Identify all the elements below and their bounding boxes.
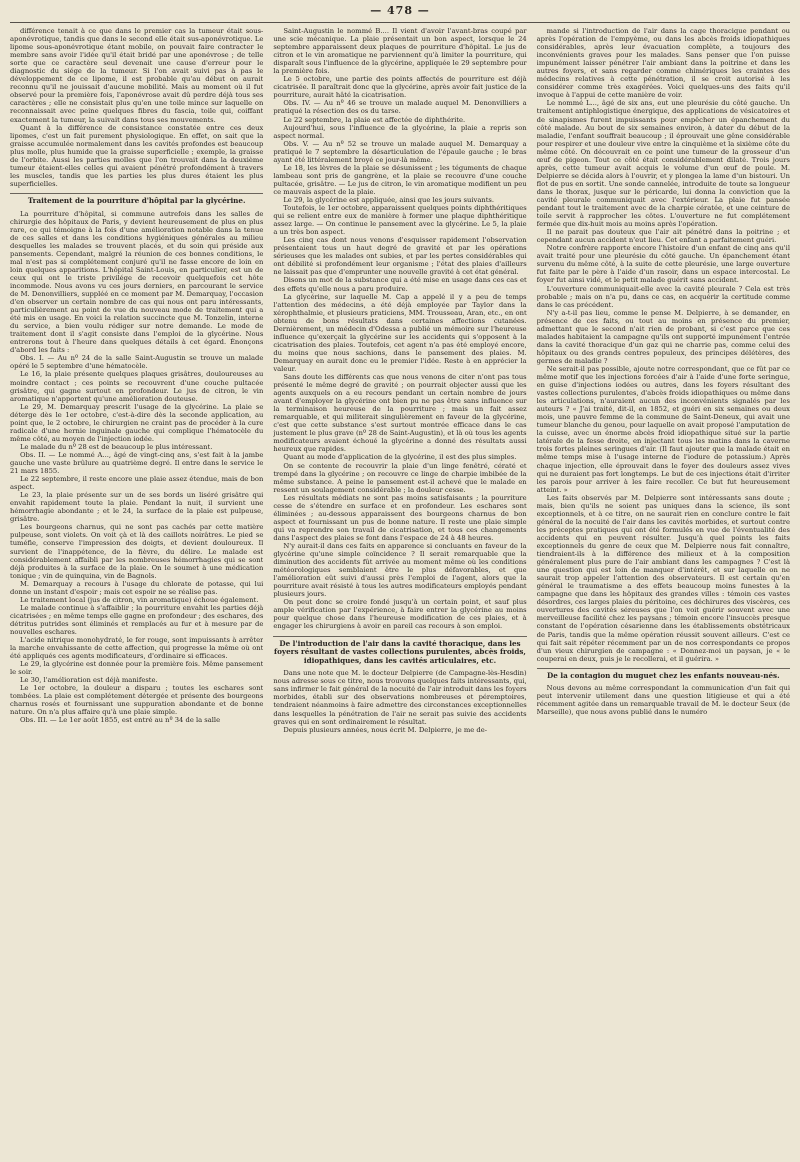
paragraph: Aujourd'hui, sous l'influence de la glycérine, la plaie a repris son aspect normal.	[273, 123, 527, 140]
paragraph: Le 30, l'amélioration est déjà manifeste.	[20, 676, 158, 685]
paragraph: Dans une note que M. le docteur Delpierre (de Campagne-lès-Hesdin) nous adresse sous ce titre, nous trouvons quelques faits intéressants, qui, sans infirmer le fait général de la nocuité de l'air introduit dans les foyers morbides, établi sur des observations nombreuses et péremptoires, tendraient néanmoins à faire admettre des circonstances exceptionnelles dans lesquelles la pénétration de l'air ne serait pas suivie des accidents graves qui en sont ordinairement le résultat.	[273, 669, 527, 726]
paragraph: Le 18, les lèvres de la plaie se désunissent ; les téguments de chaque lambeau sont pris de gangrène, et la plaie se recouvre d'une couche pultacée, grisâtre. — Le jus de citron, le vin aromatique modifient un peu ce mauvais aspect de la plaie.	[273, 163, 527, 196]
paragraph: N'y aurait-il dans ces faits en apparence si concluants en faveur de la glycérine qu'une simple coïncidence ? Il serait remarquable que la diminution des accidents fût arrivée au moment même où les conditions météorologiques semblaient être le plus défavorables, et que l'amélioration eût suivi d'aussi près l'emploi de l'agent, alors que la pourriture avait résisté à tous les autres modificateurs employés pendant plusieurs jours.	[273, 542, 527, 599]
paragraph: Le nommé L..., âgé de six ans, eut une pleurésie du côté gauche. Un traitement antiphlogistique énergique, des applications de vésicatoires et de sinapismes furent impuissants pour empêcher un épanchement du côté malade. Au bout de six semaines environ, à dater du début de la maladie, l'enfant souffrait beaucoup ; il éprouvait une gêne considérable pour respirer et une douleur vive entre la cinquième et la sixième côte du même côté. On découvrait en ce point une tumeur de la grosseur d'un œuf de pigeon. Tout ce côté était considérablement dilaté. Trois jours après, cette tumeur avait acquis le volume d'un œuf de poule. M. Delpierre se décida alors à l'ouvrir, et y plongea la lame d'un bistouri. Un flot de pus en sortit. Une sonde cannelée, introduite de toute sa longueur dans le thorax, jusque sur le péricarde, lui donna la conviction que la cavité pleurale communiquait avec l'extérieur. La plaie fut pansée pendant tout le traitement avec de la charpie cératée, et une ceinture de toile servit à rapprocher les côtes. L'ouverture ne fut complétement fermée que dix-huit mois au moins après l'opération.	[536, 99, 790, 229]
paragraph: différence tenait à ce que dans le premier cas la tumeur était sous-aponévrotique, tandis que dans le second elle était sus-aponévrotique. Le lipome sous-aponévrotique étant mobile, on pouvait faire contracter le membre sans avoir l'idée qu'il était bridé par une aponévrose ; de telle sorte que ce caractère seul devenait une cause d'erreur pour le diagnostic du siége de la tumeur. Si l'on avait suivi pas à pas le développement de ce lipome, il est probable qu'au début on aurait reconnu qu'il ne jouissait d'aucune mobilité. Mais au moment où il fut observé pour la première fois, l'aponévrose avait dû perdre déjà tous ses caractères ; elle ne consistait plus qu'en une toile mince sur laquelle on reconnaissait avec peine quelques fibres du fascia, toile qui, coiffant exactement la tumeur, la suivait dans tous ses mouvements.	[10, 27, 264, 124]
paragraph: Obs. IV. — Au nº 46 se trouve un malade auquel M. Denonvilliers a pratiqué la résection des os du tarse.	[273, 99, 527, 116]
paragraph: Obs. V. — Au nº 52 se trouve un malade auquel M. Demarquay a pratiqué le 7 septembre la désarticulation de l'épaule gauche ; le bras ayant été littéralement broyé ce jour-là même.	[273, 139, 527, 164]
text-columns	[10, 27, 790, 1162]
paragraph: Quant à la différence de consistance constatée entre ces deux lipomes, c'est un fait purement physiologique. En effet, on sait que la graisse accumulée normalement dans les cavités profondes est beaucoup plus molle, plus humide que la graisse superficielle ; exemple, la graisse de l'orbite. Aussi les parties molles que l'on trouvait dans la deuxième tumeur étaient-elles celles qui avaient pénétré profondément à travers les muscles, tandis que les parties les plus dures étaient les plus superficielles.	[10, 123, 264, 188]
section-heading: Traitement de la pourriture d'hôpital par la glycérine.	[10, 193, 263, 206]
paragraph: Le 1er octobre, la douleur a disparu ; toutes les eschares sont tombées. La plaie est complétement détergée et présente des bourgeons charnus rosés et fournissant une suppuration abondante et de bonne nature. On n'a plus affaire qu'à une plaie simple.	[10, 684, 264, 717]
paragraph: Il ne parait pas douteux que l'air ait pénétré dans la poitrine ; et cependant aucun accident n'eut lieu. Cet enfant a parfaitement guéri.	[536, 228, 790, 245]
paragraph: Nous devons au même correspondant la communication d'un fait qui peut intervenir utilement dans une question litigieuse et qui a été récemment agitée dans un remarquable travail de M. le docteur Seux (de Marseille), que nous avons publié dans le numéro	[536, 684, 790, 717]
paragraph: Le 23, la plaie présente sur un de ses bords un liséré grisâtre qui envahit rapidement toute la plaie. Pendant la nuit, il survient une hémorrhagie abondante ; et le 24, la surface de la plaie est pulpeuse, grisâtre.	[10, 491, 264, 524]
paragraph: L'acide nitrique monohydraté, le fer rouge, sont impuissants à arrêter la marche envahissante de cette affection, qui progresse la même où ont été appliqués ces agents modificateurs, d'ordinaire si efficaces.	[10, 636, 264, 661]
paragraph: Obs. I. — Au nº 24 de la salle Saint-Augustin se trouve un malade opéré le 5 septembre d'une hématocèle.	[10, 354, 264, 371]
paragraph: La pourriture d'hôpital, si commune autrefois dans les salles de chirurgie des hôpitaux de Paris, y devient heureusement de plus en plus rare, ce qui témoigne à la fois d'une amélioration notable dans la tenue de ces salles et dans les conditions hygiéniques générales au milieu desquelles les malades se trouvent placés, et du soin qui préside aux pansements. Cependant, malgré la réunion de ces bonnes conditions, le mal n'est pas si complétement conjuré qu'il ne fasse encore de loin en loin quelques apparitions. L'hôpital Saint-Louis, en particulier, est un de ceux qui ont le triste privilége de recevoir quelquefois cet hôte incommode. Nous avons vu ces jours derniers, en parcourant le service de M. Denonvilliers, suppléé en ce moment par M. Demarquay, l'occasion d'en observer un certain nombre de cas qui nous ont paru intéressants, particulièrement au point de vue du nouveau mode de traitement qui a été mis en usage. En voici la relation succincte que M. Tonzelin, interne du service, a bien voulu rédiger sur notre demande. Le mode de traitement dont il s'agit consiste dans l'emploi de la glycérine. Nous entrerons tout à l'heure dans quelques détails à cet égard. Énonçons d'abord les faits :	[10, 209, 264, 355]
section-heading: De l'introduction de l'air dans la cavité thoracique, dans les foyers résultant de vastes collections purulentes, abcès froids, idiopathiques, dans les cavités articulaires, etc.	[273, 636, 526, 666]
paragraph: On se contente de recouvrir la plaie d'un linge fenêtré, cératé et trempé dans la glycérine ; on recouvre ce linge de charpie imbibée de la même substance. A peine le pansement est-il achevé que le malade en ressent un soulagement considérable ; la douleur cesse.	[273, 461, 527, 494]
page-number: — 478 —	[370, 4, 430, 17]
paragraph: Disons un mot de la substance qui a été mise en usage dans ces cas et des effets qu'elle nous a paru produire.	[273, 276, 527, 293]
paragraph: Ne serait-il pas possible, ajoute notre correspondant, que ce fût par ce même motif que les injections forcées d'air à l'aide d'une forte seringue, en guise d'injections iodées ou autres, dans les foyers résultant des vastes collections purulentes, d'abcès froids idiopathiques ou même dans les articulations, n'auraient aucun des inconvénients signalés par les auteurs ? « J'ai traité, dit-il, en 1852, et guéri en six semaines ou deux mois, une pauvre femme de la commune de Saint-Deneux, qui avait une tumeur blanche du genou, pour laquelle on avait proposé l'amputation de la cuisse, avec un énorme abcès froid idiopathique situé sur la partie latérale de la fesse droite, en injectant tous les matins dans la caverne trois fortes pleines seringues d'air. (Il faut ajouter que la malade était en même temps mise à l'usage interne de l'iodure de potassium.) Après chaque injection, elle éprouvait dans le foyer des douleurs assez vives qui ne duraient pas fort longtemps. Le but de ces injections était d'irriter les parois pour arriver à les faire recoller. Ce but fut heureusement atteint. »	[536, 364, 790, 494]
paragraph: Le 29, M. Demarquay prescrit l'usage de la glycérine. La plaie se déterge dès le 1er octobre, c'est-à-dire dès la seconde application, au point que, le 2 octobre, le chirurgien ne craint pas de procéder à la cure radicale d'une hernie inguinale gauche qui complique l'hématocèle du même côté, au moyen de l'injection iodée.	[10, 402, 264, 443]
paragraph: Les bourgeons charnus, qui ne sont pas cachés par cette matière pulpeuse, sont violets. On voit çà et là des caillots noirâtres. Le pied se tuméfie, conserve l'impression des doigts, et devient douloureux. Il survient de l'inappétence, de la fièvre, du délire. Le malade est considérablement affaibli par les nombreuses hémorrhagies qui se sont déjà produites à la surface de la plaie. On le soumet à une médication tonique ; vin de quinquina, vin de Bagnols.	[10, 523, 264, 580]
paragraph: Obs. II. — Le nommé A..., âgé de vingt-cinq ans, s'est fait à la jambe gauche une vaste brûlure au quatrième degré. Il entre dans le service le 21 mars 1855.	[10, 450, 264, 476]
section-heading: De la contagion du muguet chez les enfants nouveau-nés.	[537, 668, 790, 681]
paragraph: mande si l'introduction de l'air dans la cage thoracique pendant ou après l'opération de l'empyème, ou dans les abcès froids idiopathiques considérables, après leur évacuation complète, a toujours des inconvénients graves pour les malades. Sans penser que l'on puisse impunément laisser pénétrer l'air ambiant dans la poitrine et dans les autres foyers, et sans regarder comme chimériques les craintes des médecins relatives à cette pénétration, il se croit autorisé à les considérer comme très exagérées. Voici quelques-uns des faits qu'il invoque à l'appui de cette manière de voir.	[536, 27, 790, 100]
column-2	[273, 27, 526, 1162]
column-1	[10, 27, 263, 1162]
paragraph: Obs. III. — Le 1er août 1855, est entré au nº 34 de la salle	[20, 716, 221, 725]
paragraph: Le malade continue à s'affaiblir ; la pourriture envahit les parties déjà cicatrisées ; en même temps elle gagne en profondeur ; des eschares, des détritus putrides sont éliminés et remplacés au fur et à mesure par de nouvelles eschares.	[10, 603, 264, 636]
paragraph: Les résultats médiats ne sont pas moins satisfaisants ; la pourriture cesse de s'étendre en surface et en profondeur. Les eschares sont éliminées ; au-dessous apparaissent des bourgeons charnus de bon aspect et fournissant un pus de bonne nature. Il reste une plaie simple qui va reprendre son travail de cicatrisation, et tous ces changements dans l'aspect des plaies se font dans l'espace de 24 à 48 heures.	[273, 493, 527, 542]
paragraph: On peut donc se croire fondé jusqu'à un certain point, et sauf plus ample vérification par l'expérience, à faire entrer la glycérine au moins pour quelque chose dans l'heureuse modification de ces plaies, et à engager les chirurgiens à avoir en pareil cas recours à son emploi.	[273, 598, 527, 631]
column-3	[537, 27, 790, 1162]
paragraph: Le malade du nº 28 est de beaucoup le plus intéressant.	[20, 442, 213, 451]
paragraph: N'y a-t-il pas lieu, comme le pense M. Delpierre, à se demander, en présence de ces faits, ou tout au moins en présence du premier, admettant que le second n'ait rien de probant, si c'est parce que ces malades habitaient la campagne qu'ils ont supporté impunément l'entrée dans la cavité thoracique d'un gaz qui ne charrie pas, comme celui des hôpitaux ou des grands centres populeux, des principes délétères, des germes de maladie ?	[536, 308, 790, 365]
page-header	[10, 4, 790, 23]
paragraph: Depuis plusieurs années, nous écrit M. Delpierre, je me de-	[283, 725, 488, 734]
paragraph: Le 29, la glycérine est appliquée, ainsi que les jours suivants.	[283, 195, 495, 204]
paragraph: Le 16, la plaie présente quelques plaques grisâtres, douloureuses au moindre contact ; ces points se recouvrent d'une couche pultacée grisâtre, qui gagne surtout en profondeur. Le jus de citron, le vin aromatique n'apportent qu'une amélioration douteuse.	[10, 370, 264, 403]
paragraph: Quant au mode d'application de la glycérine, il est des plus simples.	[283, 453, 517, 462]
paragraph: Le 5 octobre, une partie des points affectés de pourriture est déjà cicatrisée. Il paraîtrait donc que la glycérine, après avoir fait justice de la pourriture, aurait hâté la cicatrisation.	[273, 75, 527, 100]
paragraph: Le traitement local (jus de citron, vin aromatique) échoue également.	[20, 595, 259, 604]
paragraph: Sans doute les différents cas que nous venons de citer n'ont pas tous présenté le même degré de gravité ; on pourrait objecter aussi que les agents auxquels on a eu recours pendant un certain nombre de jours avant d'employer la glycérine ont bien pu ne pas être sans influence sur la terminaison heureuse de la pourriture ; mais un fait assez remarquable, et qui militerait singulièrement en faveur de la glycérine, c'est que cette substance s'est surtout montrée efficace dans le cas justement le plus grave (nº 28 de Saint-Augustin), et là où tous les agents modificateurs avaient échoué la glycérine a donné des résultats aussi heureux que rapides.	[273, 373, 527, 454]
paragraph: Le 22 septembre, la plaie est affectée de diphthérite.	[283, 115, 466, 124]
paragraph: Le 29, la glycérine est donnée pour la première fois. Même pansement le soir.	[10, 660, 264, 677]
paragraph: La glycérine, sur laquelle M. Cap a appelé il y a peu de temps l'attention des médecins, a été déjà employée par Taylor dans la xérophthalmie, et plusieurs praticiens, MM. Trousseau, Aran, etc., en ont obtenu de bons résultats dans certaines affections cutanées. Dernièrement, un médecin d'Odessa a publié un mémoire sur l'heureuse influence qu'exerçait la glycérine sur les accidents qui s'opposent à la cicatrisation des plaies. Toutefois, cet agent n'a pas été employé encore, du moins que nous sachions, dans le pansement des plaies. M. Demarquay en aurait donc eu le premier l'idée. Reste à en apprécier la valeur.	[273, 292, 527, 373]
paragraph: L'ouverture communiquait-elle avec la cavité pleurale ? Cela est très probable ; mais on n'a pu, dans ce cas, en acquérir la certitude comme dans le cas précédent.	[536, 284, 790, 309]
paragraph: M. Demarquay a recours à l'usage du chlorate de potasse, qui lui donne un instant d'espoir ; mais cet espoir ne se réalise pas.	[10, 579, 264, 596]
paragraph: Toutefois, le 1er octobre, apparaissent quelques points diphthéritiques qui se relient entre eux de manière à former une plaque diphthéritique assez large. — On continue le pansement avec la glycérine. Le 5, la plaie a un très bon aspect.	[273, 204, 527, 237]
paragraph: Les faits observés par M. Delpierre sont intéressants sans doute ; mais, bien qu'ils ne soient pas uniques dans la science, ils sont exceptionnels, et à ce titre, on ne saurait rien en conclure contre le fait général de la nocuité de l'air dans les cavités morbides, et surtout contre les préceptes pratiques qui ont été formulés en vue de l'éventualité des accidents qui en peuvent résulter. Jusqu'à quel points les faits exceptionnels du genre de ceux que M. Delpierre nous fait connaître, tiendraient-ils à la différence des milieux et à la composition généralement plus pure de l'air ambiant dans les campagnes ? C'est là une question qui est loin de manquer d'intérêt, et sur laquelle on ne saurait trop appeler l'attention des observateurs. Il est certain qu'en général le traumatisme a des effets beaucoup moins funestes à la campagne que dans les hôpitaux des grandes villes : témoin ces vastes désordres, ces larges plaies du péritoine, ces déchirures des viscères, ces ouvertures des cavités séreuses que l'on voit guérir souvent avec une merveilleuse facilité chez les paysans ; témoin encore l'insuccès presque constant de l'opération césarienne dans les établissements obstétricaux de Paris, tandis que la même opération réussit souvent ailleurs. C'est ce qui fait sait répéter récemment par un de nos correspondants ce propos d'un vieux chirurgien de campagne : « Donnez-moi un paysan, je « le couperai en deux, puis je le recollerai, et il guérira. »	[536, 493, 790, 663]
paragraph: Saint-Augustin le nommé B.... Il vient d'avoir l'avant-bras coupé par une scie mécanique. La plaie présentait un bon aspect, lorsque le 24 septembre apparaissent deux plaques de pourriture d'hôpital. Le jus de citron et le vin aromatique ne parviennent qu'à limiter la pourriture, qui disparaît sous l'influence de la glycérine, appliquée le 29 septembre pour la première fois.	[273, 27, 527, 76]
paragraph: Le 22 septembre, il reste encore une plaie assez étendue, mais de bon aspect.	[10, 475, 264, 492]
paragraph: Notre confrère rapporte encore l'histoire d'un enfant de cinq ans qu'il avait traité pour une pleurésie du côté gauche. Un épanchement étant survenu du même côté, à la suite de cette pleurésie, une large ouverture fut faite par le père à l'aide d'un rasoir, dans un espace intercostal. Le foyer fut ainsi vidé, et le petit malade guérit sans accident.	[536, 244, 790, 285]
paragraph: Les cinq cas dont nous venons d'esquisser rapidement l'observation présentaient tous un haut degré de gravité et par les opérations sérieuses que les malades ont subies, et par les pertes considérables qui ont débilité si profondément leur organisme ; l'état des plaies d'ailleurs ne laissait pas que d'emprunter une nouvelle gravité à cet état général.	[273, 236, 527, 277]
